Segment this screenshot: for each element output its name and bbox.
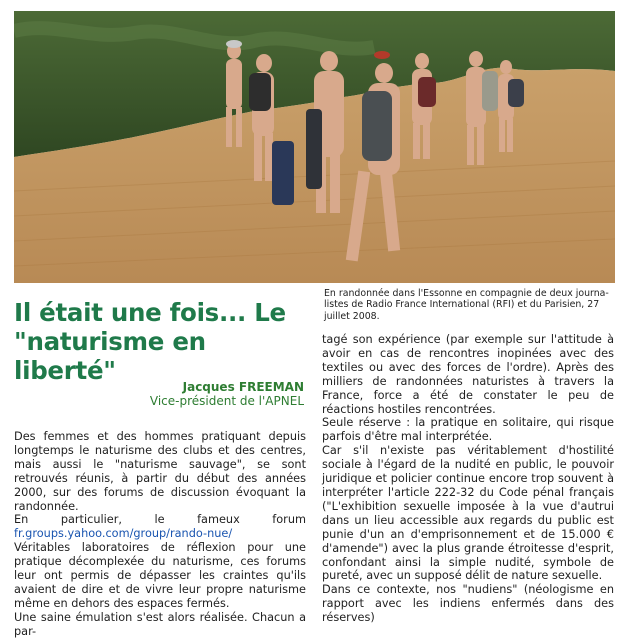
paragraph: Une saine émulation s'est alors réalisée. Chacun a par- xyxy=(14,610,306,638)
author-role: Vice-président de l'APNEL xyxy=(149,394,304,408)
article-headline xyxy=(14,298,310,385)
headline-line-1: Il était une fois... Le xyxy=(14,298,286,327)
paragraph: Seule réserve : la pratique en solitaire, qui risque parfois d'être mal interprétée. xyxy=(322,416,614,444)
author-name: Jacques FREEMAN xyxy=(182,380,304,394)
article-photo xyxy=(14,11,615,283)
author-byline xyxy=(14,380,304,408)
caption-line: En randonnée dans l'Essonne en compagnie de deux journa- xyxy=(324,288,609,299)
headline-line-2: "naturisme en liberté" xyxy=(14,327,206,385)
caption-line: juillet 2008. xyxy=(324,310,380,322)
forum-link[interactable]: fr.groups.yahoo.com/group/rando-nue/ xyxy=(14,527,233,541)
paragraph: Car s'il n'existe pas véritablement d'hostilité sociale à l'égard de la nudité en public, le pouvoir juridique et policier continue encore trop souvent à interpréter l'article 222-32 du Code pénal français ("L'exhibition sexuelle imposée à la vue d'autrui dans un lieu accessible aux regards du public est punie d'un an d'emprisonnement et de 15.000 € d'amende") avec la plus grande étroitesse d'esprit, confondant ainsi la simple nudité, symbole de pureté, avec un supposé délit de nature sexuelle. xyxy=(322,444,614,583)
photo-caption xyxy=(324,288,616,322)
paragraph: Des femmes et des hommes pratiquant depuis longtemps le naturisme des clubs et des centres, mais aussi le "naturisme sauvage", se sont retrouvés réunis, à partir du début des années 2000, sur des forums de discussion évoquant la randonnée. xyxy=(14,430,306,513)
left-column xyxy=(14,430,306,639)
right-column xyxy=(322,333,614,625)
hikers-in-field-image xyxy=(14,11,615,283)
caption-line: listes de Radio France International (RFI) et du Parisien, 27 xyxy=(324,299,600,311)
paragraph: Dans ce contexte, nos "nudiens" (néologisme en rapport avec les indiens enfermés dans des réserves) xyxy=(322,583,614,625)
paragraph: tagé son expérience (par exemple sur l'attitude à avoir en cas de rencontres inopinées avec des textiles ou avec des forces de l'ordre). Après des milliers de randonnées naturistes à travers la France, force a été de constater le peu de réactions hostiles rencontrées. xyxy=(322,333,614,416)
paragraph: Véritables laboratoires de réflexion pour une pratique décomplexée du naturisme, ces forums leur ont permis de dépasser les craintes qu'ils avaient de dire et de vivre leur propre naturisme même en dehors des espaces fermés. xyxy=(14,541,306,610)
paragraph-text: En particulier, le fameux forum xyxy=(14,513,306,527)
paragraph-with-link xyxy=(14,513,306,541)
